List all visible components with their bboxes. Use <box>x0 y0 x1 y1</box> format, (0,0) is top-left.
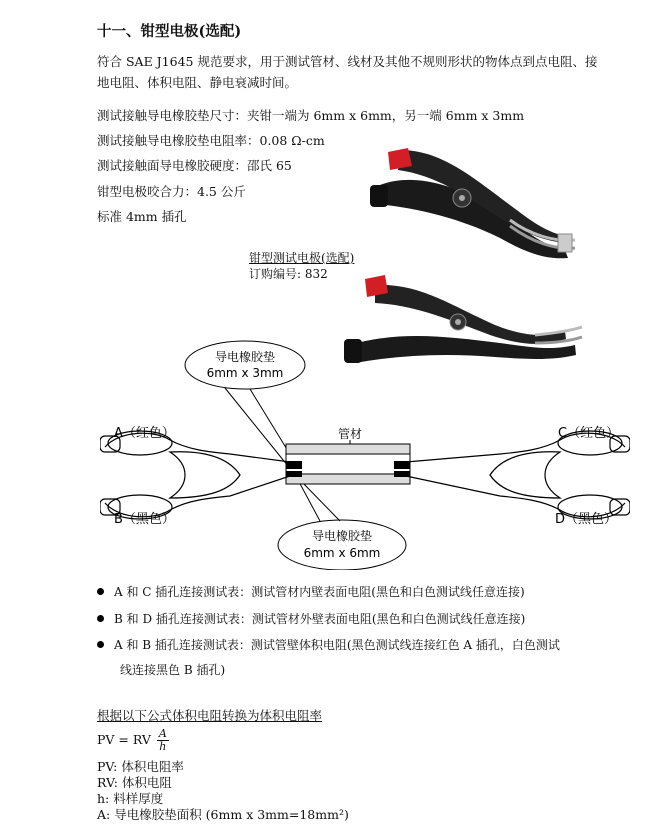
formula-lhs: PV = RV <box>97 732 151 747</box>
callout-bottom-line1: 导电橡胶垫 <box>311 529 373 543</box>
label-a: A（红色） <box>114 426 175 441</box>
tube-label: 管材 <box>337 427 363 441</box>
formula-numerator: A <box>158 727 167 740</box>
formula-heading: 根据以下公式体积电阻转换为体积电阻率 <box>97 708 323 723</box>
spec-pad-size: 测试接触导电橡胶垫尺寸：夹钳一端为 6mm x 6mm，另一端 6mm x 3mm <box>97 108 525 123</box>
definition-a: A: 导电橡胶垫面积 (6mm x 3mm=18mm²) <box>97 807 349 822</box>
label-b: B（黑色） <box>114 512 175 527</box>
callout-top-bubble <box>185 341 305 389</box>
label-d: D（黑色） <box>555 512 618 527</box>
callout-bottom-line2: 6mm x 6mm <box>303 546 381 560</box>
callout-top-line1: 导电橡胶垫 <box>214 350 276 364</box>
formula-denominator: h <box>159 740 167 753</box>
callout-top-line2: 6mm x 3mm <box>206 366 284 380</box>
left-clamp <box>100 431 290 519</box>
callout-bottom-bubble <box>278 520 406 570</box>
bullet-dot <box>97 641 104 648</box>
bullet-item-ab: A 和 B 插孔连接测试表：测试管壁体积电阻(黑色测试线连接红色 A 插孔，白色测试 <box>97 636 560 653</box>
bullet-item-bd: B 和 D 插孔连接测试表：测试管材外壁表面电阻(黑色和白色测试线任意连接) <box>97 610 525 627</box>
formula-fraction <box>157 728 169 753</box>
bullet-dot <box>97 615 104 622</box>
definition-pv: PV: 体积电阻率 <box>97 759 184 774</box>
section-title: 十一、钳型电极(选配) <box>97 23 242 40</box>
spec-hardness: 测试接触面导电橡胶硬度：邵氏 65 <box>97 158 292 173</box>
label-c: C（红色） <box>558 426 620 441</box>
clamp-photo-top <box>360 130 590 280</box>
spec-jack: 标准 4mm 插孔 <box>97 209 187 224</box>
bullet-item-ac: A 和 C 插孔连接测试表：测试管材内壁表面电阻(黑色和白色测试线任意连接) <box>97 583 525 600</box>
clamp-tube-diagram <box>100 340 630 570</box>
caption-order-number: 订购编号: 832 <box>249 267 328 281</box>
definition-h: h: 料样厚度 <box>97 791 164 806</box>
bullet-item-ab-continued: 线连接黑色 B 插孔) <box>120 663 226 677</box>
spec-clamp-force: 钳型电极咬合力：4.5 公斤 <box>97 184 246 199</box>
intro-paragraph: 符合 SAE J1645 规范要求，用于测试管材、线材及其他不规则形状的物体点到点电阻、接地电阻、体积电阻、静电衰减时间。 <box>97 54 598 90</box>
bullet-dot <box>97 588 104 595</box>
spec-resistivity: 测试接触导电橡胶垫电阻率：0.08 Ω-cm <box>97 133 325 148</box>
definition-rv: RV: 体积电阻 <box>97 775 172 790</box>
caption-name: 钳型测试电极(选配) <box>249 251 355 265</box>
formula <box>97 728 169 753</box>
right-clamp <box>406 431 630 519</box>
